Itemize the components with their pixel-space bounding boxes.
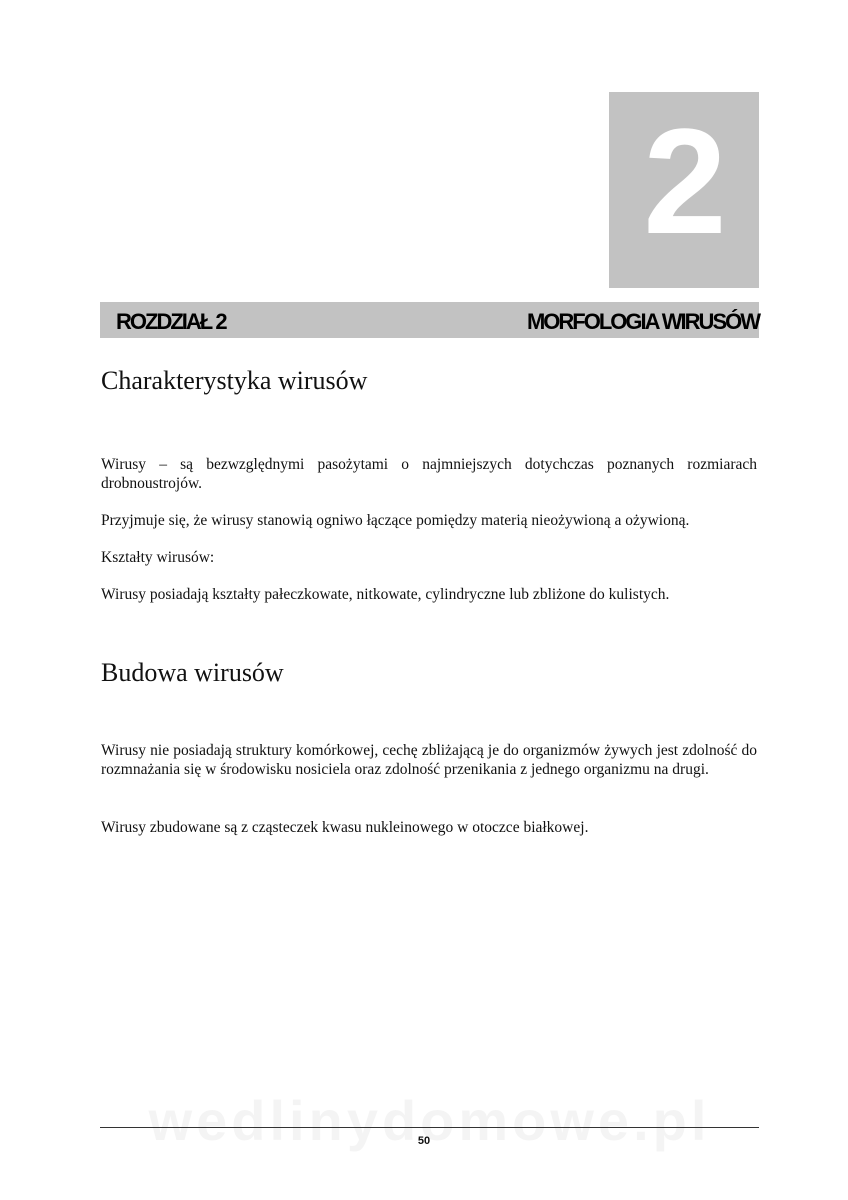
footer-divider [100,1127,759,1128]
paragraph: Przyjmuje się, że wirusy stanowią ogniwo łączące pomiędzy materią nieożywioną a ożywioną. [101,512,690,529]
page-number: 50 [417,1135,431,1147]
paragraph: Wirusy nie posiadają struktury komórkowej, cechę zbliżającą je do organizmów żywych jest zdolność do rozmnażania się w środowisku nosiciela oraz zdolność przenikania z jednego organizmu na drugi. [101,742,757,778]
paragraph: Kształty wirusów: [101,549,215,566]
paragraph: Wirusy posiadają kształty pałeczkowate, nitkowate, cylindryczne lub zbliżone do kulistych. [101,586,670,603]
chapter-title: MORFOLOGIA WIRUSÓW [526,309,759,334]
chapter-number: 2 [643,97,725,265]
paragraph: Wirusy zbudowane są z cząsteczek kwasu nukleinowego w otoczce białkowej. [101,819,589,836]
section-heading-characteristics: Charakterystyka wirusów [101,366,368,395]
paragraph: Wirusy – są bezwzględnymi pasożytami o najmniejszych dotychczas poznanych rozmiarach drobnoustrojów. [101,456,757,492]
chapter-number-box [609,92,759,288]
section-heading-structure: Budowa wirusów [101,658,284,687]
chapter-header-bar [100,302,759,338]
chapter-label: ROZDZIAŁ 2 [116,309,226,334]
